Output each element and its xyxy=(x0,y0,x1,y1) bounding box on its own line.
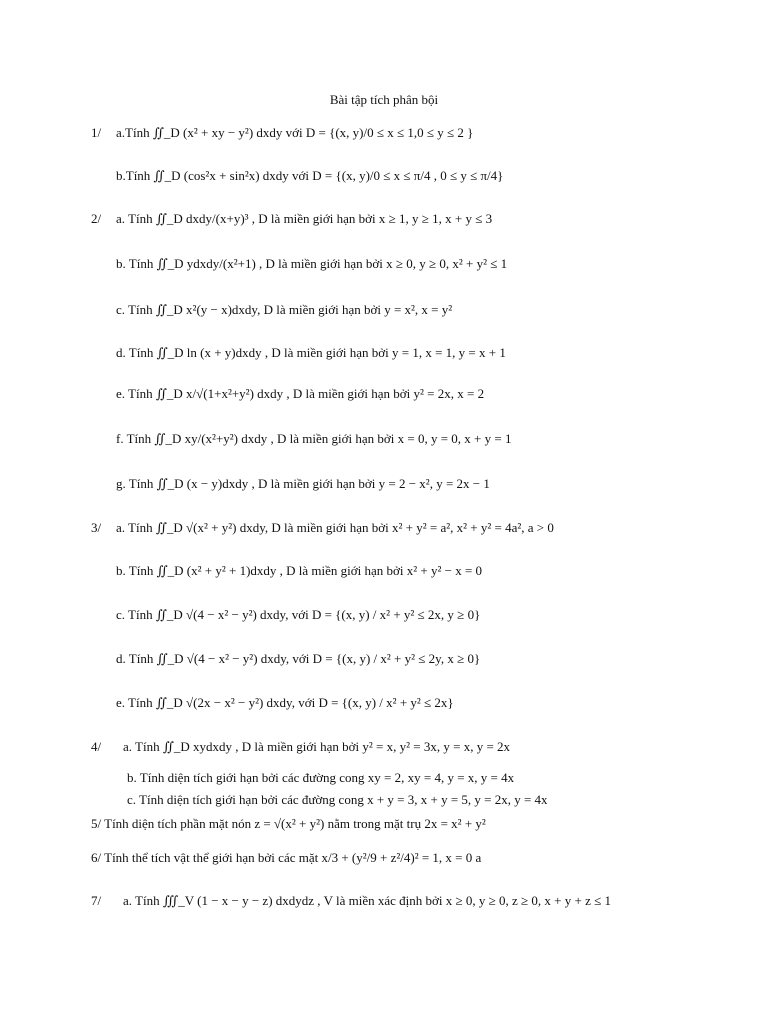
problem-2g: g. Tính ∬_D (x − y)dxdy , D là miền giới hạn bởi y = 2 − x², y = 2x − 1 xyxy=(116,476,490,491)
problem-3e: e. Tính ∬_D √(2x − x² − y²) dxdy, với D = {(x, y) / x² + y² ≤ 2x} xyxy=(116,695,454,710)
problem-2f: f. Tính ∬_D xy/(x²+y²) dxdy , D là miền giới hạn bởi x = 0, y = 0, x + y = 1 xyxy=(116,431,512,446)
problem-5: 5/ Tính diện tích phần mặt nón z = √(x² + y²) nằm trong mặt trụ 2x = x² + y² xyxy=(91,816,486,831)
problem-3d: d. Tính ∬_D √(4 − x² − y²) dxdy, với D = {(x, y) / x² + y² ≤ 2y, x ≥ 0} xyxy=(116,651,481,666)
problem-3a: a. Tính ∬_D √(x² + y²) dxdy, D là miền giới hạn bởi x² + y² = a², x² + y² = 4a², a > 0 xyxy=(116,520,554,535)
problem-4c: c. Tính diện tích giới hạn bởi các đường cong x + y = 3, x + y = 5, y = 2x, y = 4x xyxy=(127,792,548,807)
page-title: Bài tập tích phân bội xyxy=(329,92,439,107)
problem-7-number: 7/ xyxy=(91,893,102,908)
problem-3c: c. Tính ∬_D √(4 − x² − y²) dxdy, với D = {(x, y) / x² + y² ≤ 2x, y ≥ 0} xyxy=(116,607,481,622)
problem-3-number: 3/ xyxy=(91,520,102,535)
problem-2e: e. Tính ∬_D x/√(1+x²+y²) dxdy , D là miền giới hạn bởi y² = 2x, x = 2 xyxy=(116,386,485,401)
problem-6: 6/ Tính thể tích vật thể giới hạn bởi các mặt x/3 + (y²/9 + z²/4)² = 1, x = 0 a xyxy=(91,850,482,865)
problem-4-number: 4/ xyxy=(91,739,102,754)
problem-1-number: 1/ xyxy=(91,125,102,140)
problem-1a: a.Tính ∬_D (x² + xy − y²) dxdy với D = {(x, y)/0 ≤ x ≤ 1,0 ≤ y ≤ 2 } xyxy=(116,125,474,140)
problem-2b: b. Tính ∬_D ydxdy/(x²+1) , D là miền giới hạn bởi x ≥ 0, y ≥ 0, x² + y² ≤ 1 xyxy=(116,256,508,271)
problem-2-number: 2/ xyxy=(91,211,102,226)
problem-4b: b. Tính diện tích giới hạn bởi các đường cong xy = 2, xy = 4, y = x, y = 4x xyxy=(127,770,515,785)
problem-7a: a. Tính ∭_V (1 − x − y − z) dxdydz , V là miền xác định bởi x ≥ 0, y ≥ 0, z ≥ 0, x + y + z ≤ 1 xyxy=(123,893,611,908)
problem-4a: a. Tính ∬_D xydxdy , D là miền giới hạn bởi y² = x, y² = 3x, y = x, y = 2x xyxy=(123,739,511,754)
problem-2d: d. Tính ∬_D ln (x + y)dxdy , D là miền giới hạn bởi y = 1, x = 1, y = x + 1 xyxy=(116,345,506,360)
problem-2a: a. Tính ∬_D dxdy/(x+y)³ , D là miền giới hạn bởi x ≥ 1, y ≥ 1, x + y ≤ 3 xyxy=(116,211,493,226)
problem-2c: c. Tính ∬_D x²(y − x)dxdy, D là miền giới hạn bởi y = x², x = y² xyxy=(116,302,453,317)
problem-1b: b.Tính ∬_D (cos²x + sin²x) dxdy với D = {(x, y)/0 ≤ x ≤ π/4 , 0 ≤ y ≤ π/4} xyxy=(116,168,504,183)
problem-3b: b. Tính ∬_D (x² + y² + 1)dxdy , D là miền giới hạn bởi x² + y² − x = 0 xyxy=(116,563,483,578)
